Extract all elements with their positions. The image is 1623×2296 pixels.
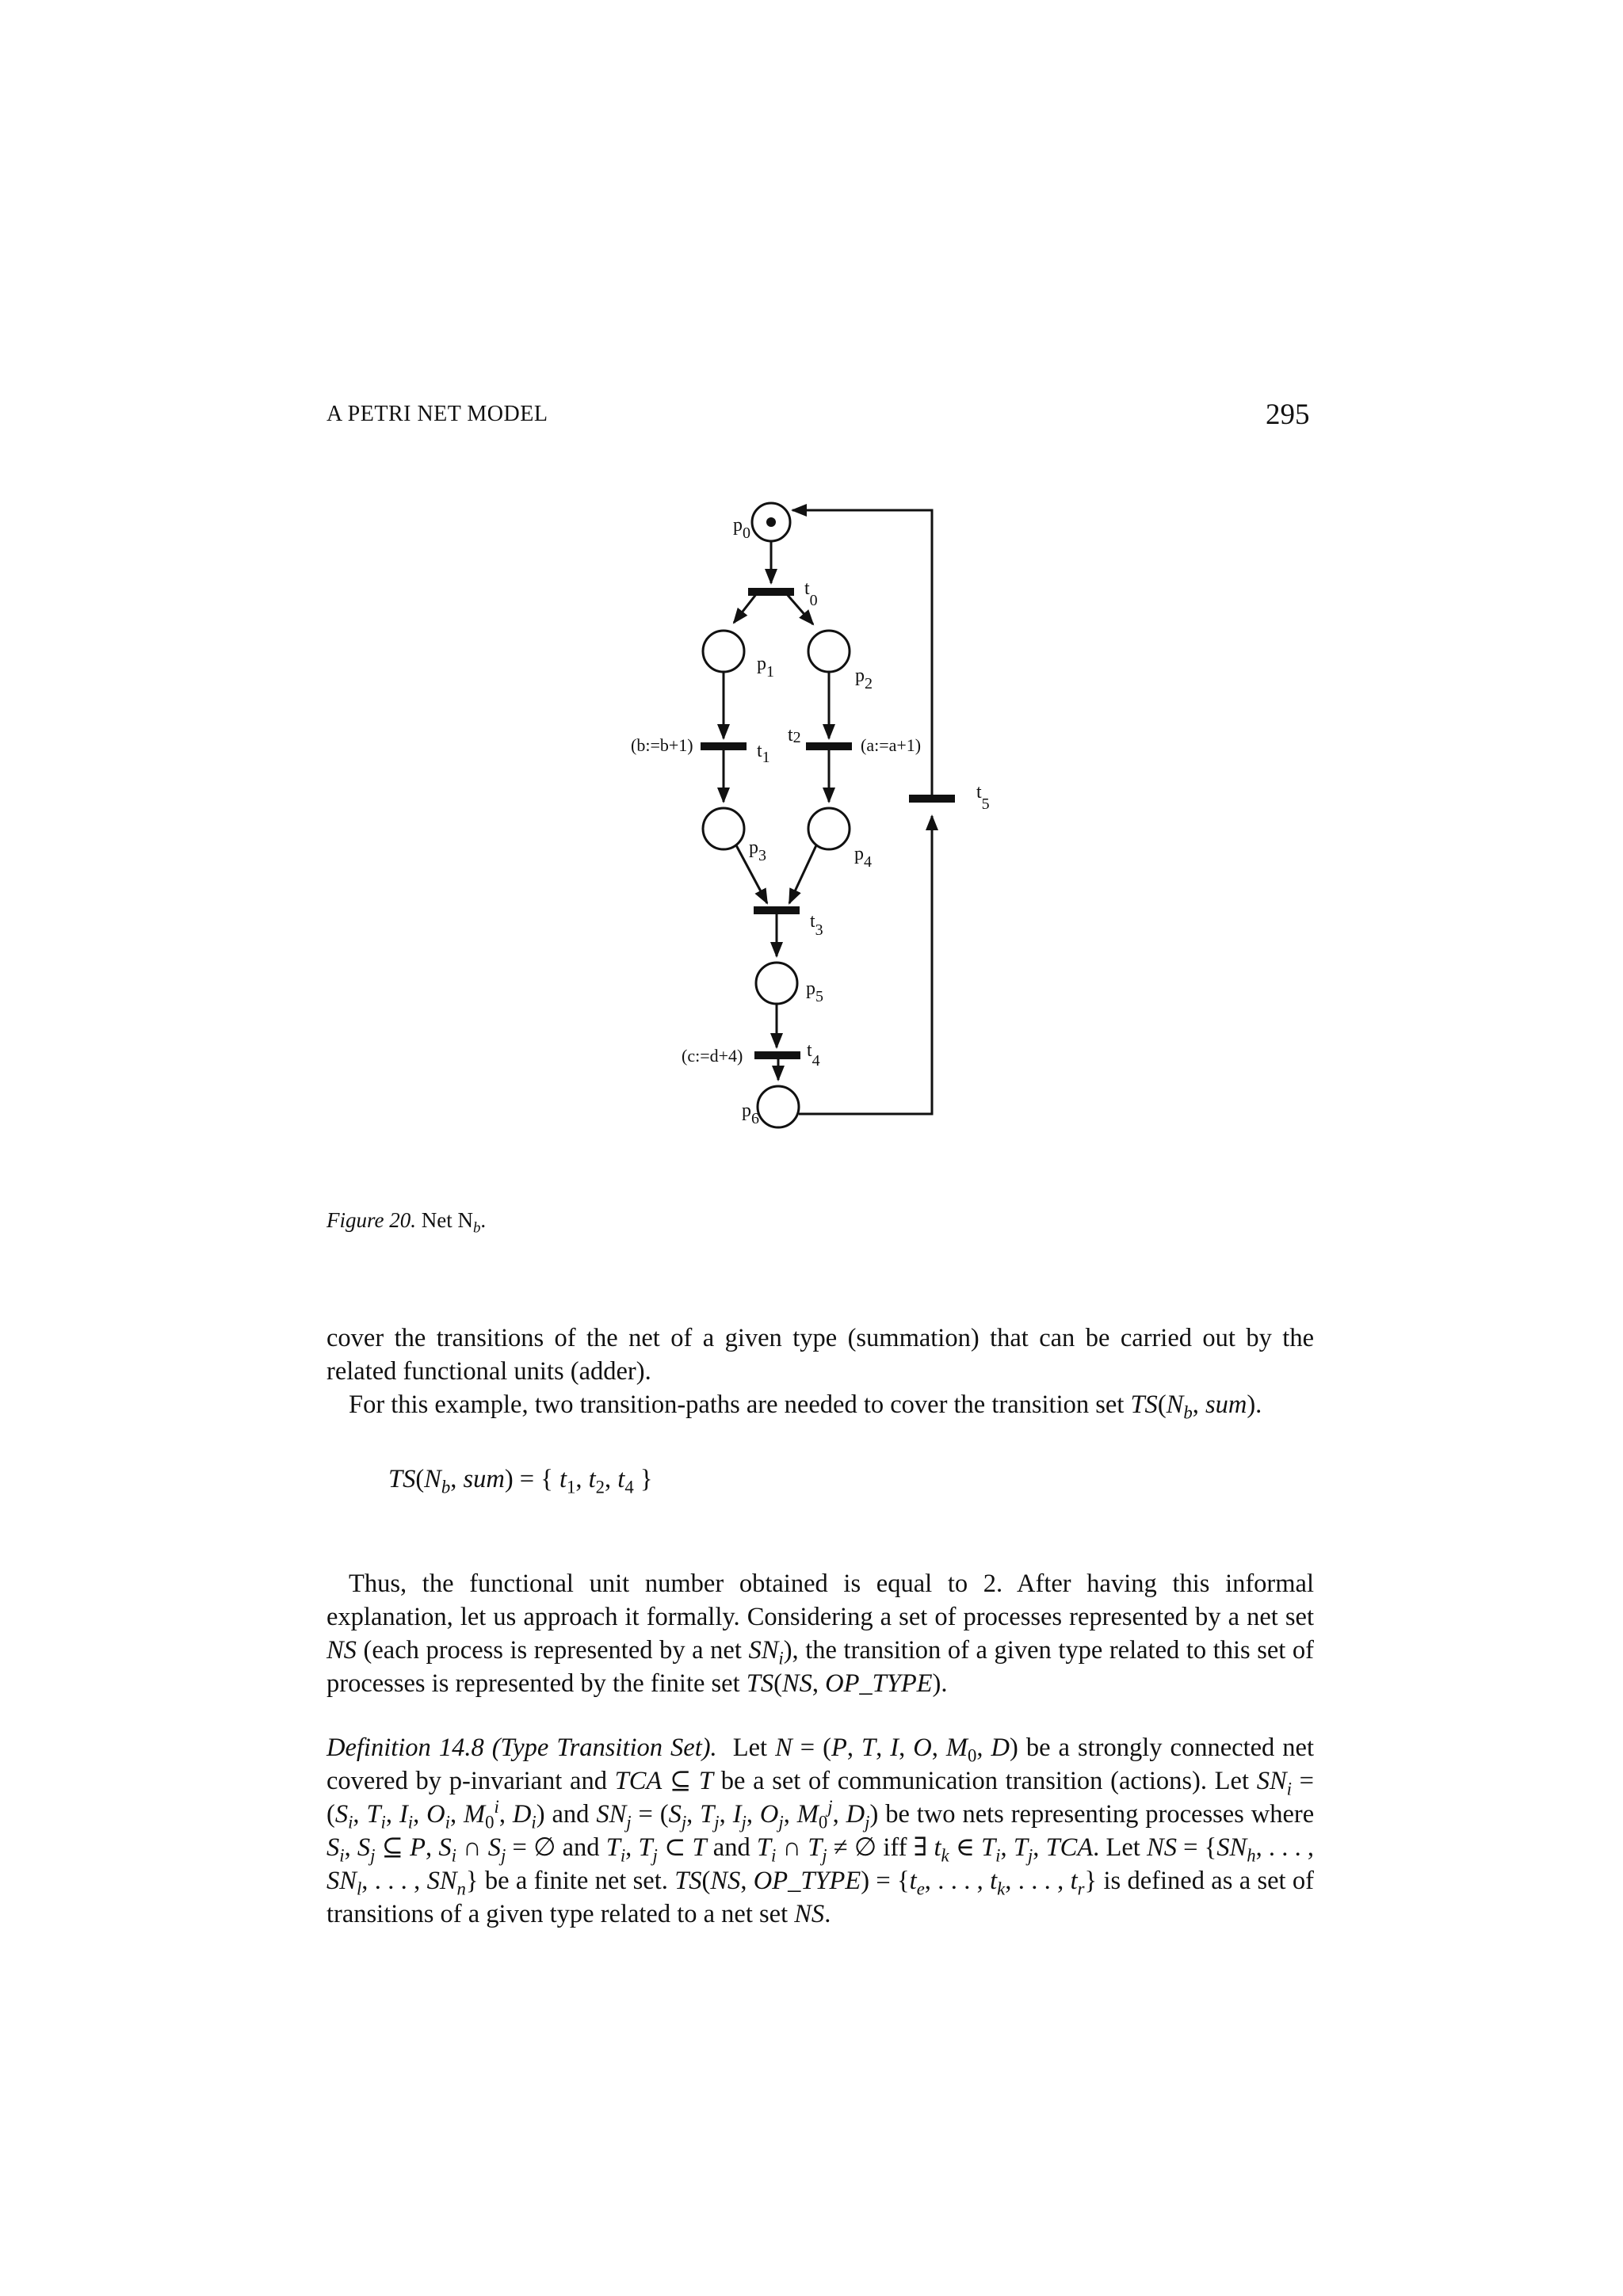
label-t4: $t_4$ <box>807 1040 820 1070</box>
paragraph-2: Thus, the functional unit number obtained is equal to 2. After having this informal explanation, let us approach it formally. Considering a set of processes represented by a net set NS (each process is represented by a net $SN_i$), the transition of a given type related to this set of processes is represented by the finite set TS(NS, OP_TYPE). <box>327 1569 1314 1698</box>
label-action-t4: (c:=d+4) <box>682 1046 743 1066</box>
label-p3: $p_3$ <box>749 837 766 864</box>
page-number: 295 <box>1266 399 1310 431</box>
label-p1: $p_1$ <box>757 654 774 681</box>
caption-label: Figure 20. <box>327 1208 416 1232</box>
place-p4 <box>808 808 850 849</box>
transition-t4 <box>754 1051 800 1059</box>
label-p6: $p_6$ <box>742 1100 759 1127</box>
label-p5: $p_5$ <box>806 978 823 1005</box>
token <box>766 517 776 527</box>
running-header: A PETRI NET MODEL <box>327 402 548 426</box>
label-t3: $t_3$ <box>810 911 823 939</box>
definition-title: Definition 14.8 (Type Transition Set). <box>327 1733 717 1762</box>
transition-t2 <box>806 742 852 750</box>
transition-t0 <box>748 588 794 596</box>
label-p2: $p_2$ <box>855 666 873 692</box>
label-t0: $t_0$ <box>804 578 818 609</box>
definition-14-8: Definition 14.8 (Type Transition Set). Let N = (P, T, I, O, $M_0$, D) be a strongly connected net covered by p-invariant and TCA ⊆ T be a set of communication transition (actions). Let $SN_i = (S_i$, $T_i$, $I_i$, $O_i$, $M_0^i$, $D_i$) and $SN_j = (S_j$, $T_j$, $I_j$, $O_j$, $M_0^j$, $D_j$) be two nets representing processes where $S_i$, $S_j$ ⊆ P, $S_i$ ∩ $S_j$ = ∅ and $T_i$, $T_j$ ⊂ T and $T_i$ ∩ $T_j$ ≠ ∅ iff ∃ $t_k$ ∈ $T_i$, $T_j$, TCA. Let NS = {$SN_h$, . . . , $SN_l$, . . . , $SN_n$} be a finite net set. TS(NS, OP_TYPE) = {$t_e$, . . . , $t_k$, . . . , $t_r$} is defined as a set of transitions of a given type related to a net set NS. <box>327 1733 1315 1928</box>
label-action-t1: (b:=b+1) <box>631 735 693 755</box>
place-p6 <box>758 1086 799 1127</box>
place-p1 <box>703 631 744 672</box>
place-p5 <box>756 963 797 1004</box>
paragraph-1: cover the transitions of the net of a given type (summation) that can be carried out by the related functional units (adder). For this example, two transition-paths are needed to cover the transition set $TS(N_b$, sum). <box>327 1324 1314 1423</box>
label-p0: $p_0$ <box>733 515 750 542</box>
transition-t3 <box>754 906 800 914</box>
label-t5: $t_5$ <box>976 782 990 813</box>
figure-caption: Figure 20. Net $N_b$. <box>327 1208 487 1237</box>
label-action-t2: (a:=a+1) <box>861 735 922 755</box>
place-p2 <box>808 631 850 672</box>
label-p4: $p_4$ <box>854 844 872 871</box>
transition-t1 <box>701 742 747 750</box>
transition-t5 <box>909 795 955 803</box>
place-p3 <box>703 808 744 849</box>
caption-text: Net N <box>421 1208 473 1232</box>
label-t1: $t_1$ <box>757 741 770 766</box>
math-display-ts: $TS(N_b$, sum) = { $t_1$, $t_2$, $t_4$ } <box>388 1465 653 1497</box>
label-t2: t2 <box>788 725 801 746</box>
